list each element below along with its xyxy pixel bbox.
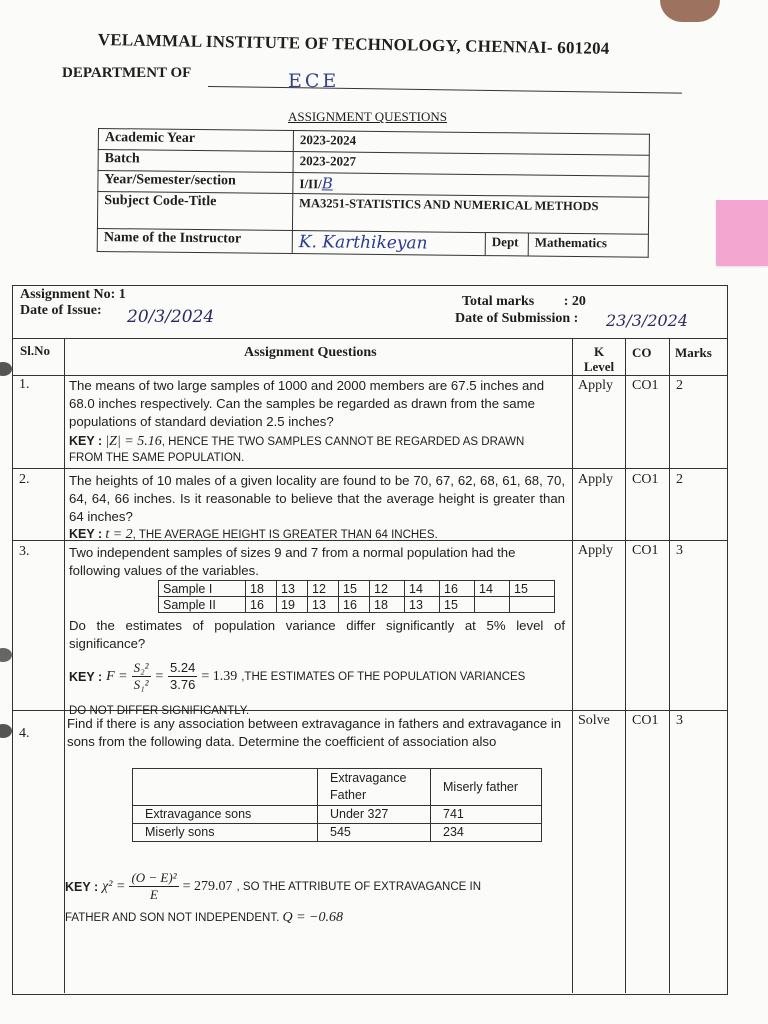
assoc-row2-col2: 234 xyxy=(431,824,542,842)
q1-key-math: |Z| = 5.16 xyxy=(105,434,162,449)
col-header-co: CO xyxy=(632,345,652,360)
q2-text: The heights of 10 males of a given locality are found to be 70, 67, 62, 68, 61, 68, 70, 64, 64, 66 inches. Is it reasonable to believe that the average height is greater than 64 inches? xyxy=(69,473,565,524)
q4-key-line-2 xyxy=(65,910,343,926)
q3-key-f: F = xyxy=(106,668,128,684)
binder-hole-1 xyxy=(0,362,12,376)
instructor-name: K. Karthikeyan xyxy=(292,231,485,256)
sample-2-v4: 16 xyxy=(339,597,370,613)
q3-key-den-2: 3.76 xyxy=(170,677,196,692)
assignment-no-label: Assignment No: xyxy=(20,287,116,302)
sample-2-empty-1 xyxy=(475,597,510,613)
q4-key-result: = 279.07 xyxy=(182,878,233,894)
sample-1-v7: 16 xyxy=(440,581,475,597)
sample-row-2 xyxy=(159,597,555,613)
academic-year-label: Academic Year xyxy=(98,129,293,152)
sample-2-v5: 18 xyxy=(370,597,405,613)
dept-label: Dept xyxy=(485,233,528,256)
date-of-submission xyxy=(455,311,578,327)
q3-co: CO1 xyxy=(632,543,659,558)
q3-key-text-2: DO NOT DIFFER SIGNIFICANTLY. xyxy=(69,705,250,717)
department-underline xyxy=(208,86,682,94)
assoc-row2-label: Miserly sons xyxy=(133,824,318,842)
q4-key-q: Q = −0.68 xyxy=(282,910,343,925)
q3-k-level: Apply xyxy=(578,543,613,558)
sample-1-v4: 15 xyxy=(339,581,370,597)
assoc-header-blank xyxy=(133,769,318,806)
assoc-row1-col1: Under 327 xyxy=(318,806,431,824)
dept-value: Mathematics xyxy=(528,233,648,257)
sample-2-v7: 15 xyxy=(440,597,475,613)
year-semester-printed: I/II/ xyxy=(299,176,322,192)
total-value: : 20 xyxy=(563,294,586,309)
assoc-row2-col1: 545 xyxy=(318,824,431,842)
q3-key-frac-1 xyxy=(132,660,151,693)
header-top-rule xyxy=(12,338,728,339)
binder-hole-2 xyxy=(0,648,12,662)
header-bottom-rule xyxy=(12,375,728,376)
finger-shadow xyxy=(660,0,720,22)
assoc-row-extravagance-sons xyxy=(133,806,542,824)
issue-date-value: 20/3/2024 xyxy=(127,307,215,327)
institute-title: VELAMMAL INSTITUTE OF TECHNOLOGY, CHENNAI- 601204 xyxy=(97,30,610,58)
q2-k-level: Apply xyxy=(578,472,613,487)
assoc-header-row xyxy=(133,769,542,806)
q2-number: 2. xyxy=(19,472,30,487)
q3-marks: 3 xyxy=(676,543,683,558)
assoc-row-miserly-sons xyxy=(133,824,542,842)
q4-key xyxy=(65,870,565,903)
row1-bottom-rule xyxy=(12,468,728,469)
q1-k-level: Apply xyxy=(578,378,613,393)
q3-key-equals: = xyxy=(154,668,164,684)
info-row-instructor xyxy=(97,228,648,257)
sample-2-empty-2 xyxy=(510,597,555,613)
q4-number: 4. xyxy=(19,726,30,741)
q3-key xyxy=(69,660,569,693)
q3-key-text-1: ,THE ESTIMATES OF THE POPULATION VARIANCES xyxy=(241,670,526,683)
q1-co: CO1 xyxy=(632,378,659,393)
assignment-no xyxy=(20,287,126,303)
q2-key-math: t = 2 xyxy=(105,527,133,542)
q3-key-num-1: S₂² xyxy=(133,660,149,675)
q4-text: Find if there is any association between extravagance in fathers and extravagance in sons from the following data. Determine the coefficient of association also xyxy=(67,716,562,749)
year-semester-label: Year/Semester/section xyxy=(98,171,293,194)
instructor-label: Name of the Instructor xyxy=(97,228,292,253)
sample-2-name: Sample II xyxy=(159,597,246,613)
sample-1-v3: 12 xyxy=(308,581,339,597)
col-header-marks: Marks xyxy=(675,345,712,360)
q1-key-text-1: , HENCE THE TWO SAMPLES CANNOT BE REGARDED AS DRAWN xyxy=(161,436,525,448)
q1-key-label: KEY : xyxy=(69,434,103,448)
q2-key-text-1: , THE AVERAGE HEIGHT IS GREATER THAN 64 INCHES. xyxy=(132,529,438,541)
q3-key-den-1: S₁² xyxy=(133,677,149,692)
col-header-questions: Assignment Questions xyxy=(244,345,377,360)
section-title: ASSIGNMENT QUESTIONS xyxy=(288,109,448,124)
info-row-subject xyxy=(97,192,648,235)
sample-1-v9: 15 xyxy=(510,581,555,597)
assoc-row1-col2: 741 xyxy=(431,806,542,824)
q4-key-label: KEY : xyxy=(65,879,99,894)
assoc-row1-label: Extravagance sons xyxy=(133,806,318,824)
q1-number: 1. xyxy=(19,377,30,392)
q4-association-table xyxy=(132,768,542,842)
q4-key-text-1: , SO THE ATTRIBUTE OF EXTRAVAGANCE IN xyxy=(236,880,482,893)
q3-text-2: Do the estimates of population variance differ significantly at 5% level of significance? xyxy=(69,618,565,651)
sample-2-v3: 13 xyxy=(308,597,339,613)
assoc-header-miserly-father: Miserly father xyxy=(431,769,542,806)
total-label: Total marks xyxy=(462,294,535,309)
q3-key-num-2: 5.24 xyxy=(170,660,196,675)
department-value: ECE xyxy=(288,70,340,92)
q4-key-den: E xyxy=(150,887,158,902)
info-table xyxy=(97,128,650,258)
q4-key-chi: χ² = xyxy=(102,878,126,894)
submission-label: Date of Submission : xyxy=(455,311,579,326)
q2-marks: 2 xyxy=(676,472,683,487)
col-header-klevel: K Level xyxy=(583,344,615,374)
q4-marks: 3 xyxy=(676,713,683,728)
q2-key-label: KEY : xyxy=(69,527,103,541)
col-marks-rule xyxy=(669,338,670,993)
q3-key-frac-2 xyxy=(168,660,197,693)
sample-1-v8: 14 xyxy=(475,581,510,597)
q3-number: 3. xyxy=(19,544,30,559)
batch-value: 2023-2027 xyxy=(293,152,649,177)
q4-k-level: Solve xyxy=(578,713,610,728)
q2-key xyxy=(69,526,569,543)
batch-label: Batch xyxy=(98,150,293,173)
sample-2-v1: 16 xyxy=(246,597,277,613)
q3-key-result: = 1.39 xyxy=(201,668,238,684)
q1-text: The means of two large samples of 1000 and 2000 members are 67.5 inches and 68.0 inches respectively. Can the samples be regarded as drawn from the same populations of standard deviation 2.5 inches? xyxy=(69,378,545,429)
issue-label: Date of Issue: xyxy=(20,303,102,318)
q2-co: CO1 xyxy=(632,472,659,487)
col-klevel-rule xyxy=(572,338,573,993)
q1-key xyxy=(69,433,569,466)
assignment-no-value: 1 xyxy=(118,287,126,302)
col-co-rule xyxy=(625,338,626,993)
sample-row-1 xyxy=(159,581,555,597)
q4-key-text-2: FATHER AND SON NOT INDEPENDENT. xyxy=(65,912,280,924)
date-of-issue xyxy=(20,303,102,319)
q4-co: CO1 xyxy=(632,713,659,728)
sticky-note xyxy=(716,200,768,266)
academic-year-value: 2023-2024 xyxy=(293,131,649,156)
sample-1-name: Sample I xyxy=(159,581,246,597)
department-label: DEPARTMENT OF xyxy=(62,65,192,81)
binder-hole-3 xyxy=(0,724,12,738)
q4-key-frac xyxy=(129,870,178,903)
sample-2-v6: 13 xyxy=(405,597,440,613)
assoc-header-extravagance-father: Extravagance Father xyxy=(318,769,431,806)
q4-key-num: (O − E)² xyxy=(131,870,177,885)
col-header-slno: Sl.No xyxy=(20,343,50,358)
sample-1-v1: 18 xyxy=(246,581,277,597)
sample-1-v2: 13 xyxy=(277,581,308,597)
sample-1-v5: 12 xyxy=(370,581,405,597)
submission-date-value: 23/3/2024 xyxy=(606,311,689,330)
section-handwritten: B xyxy=(321,174,333,193)
sample-2-v2: 19 xyxy=(277,597,308,613)
q1-marks: 2 xyxy=(676,378,683,393)
q1-key-text-2: FROM THE SAME POPULATION. xyxy=(69,452,245,464)
total-marks xyxy=(462,294,586,310)
subject-value: MA3251-STATISTICS AND NUMERICAL METHODS xyxy=(292,194,648,235)
subject-label: Subject Code-Title xyxy=(97,192,292,231)
q3-key-label: KEY : xyxy=(69,669,103,684)
q3-sample-table xyxy=(158,580,555,613)
q3-text: Two independent samples of sizes 9 and 7 from a normal population had the following values of the variables. xyxy=(69,545,516,578)
sample-1-v6: 14 xyxy=(405,581,440,597)
